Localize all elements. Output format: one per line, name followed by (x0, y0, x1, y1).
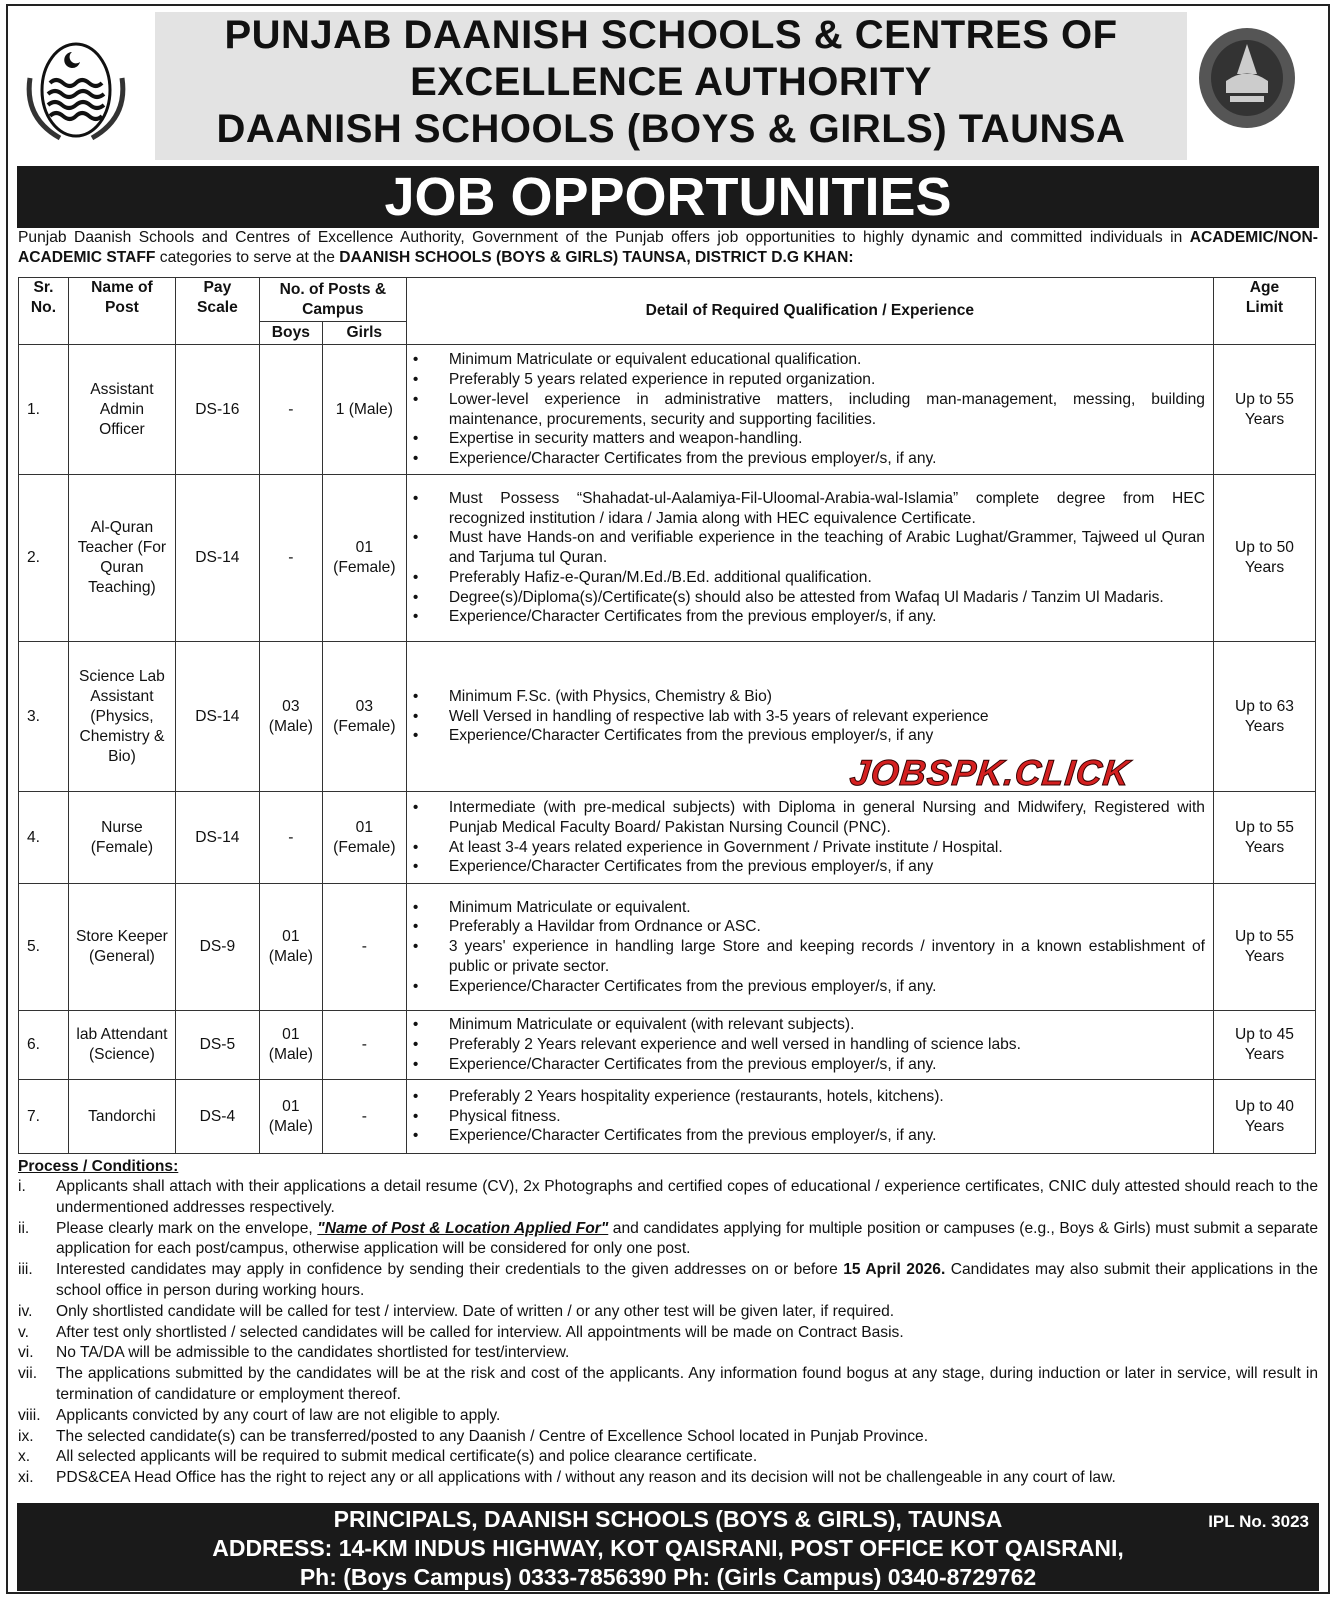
cell-details (406, 345, 1213, 475)
qualification-item: • Preferably Hafiz-e-Quran/M.Ed./B.Ed. additional qualification. (413, 568, 1205, 588)
condition-item (18, 1219, 1318, 1261)
qualification-item: • Experience/Character Certificates from the previous employer/s, if any. (413, 449, 1205, 469)
qualification-item: • Physical fitness. (413, 1107, 1205, 1127)
qualification-item: • Intermediate (with pre-medical subjects) with Diploma in general Nursing and Midwifery, Registered with Punjab Medical Faculty Board/ Pakistan Nursing Council (PNC). (413, 798, 1205, 838)
cell-details (406, 475, 1213, 642)
qualification-item: • Experience/Character Certificates from the previous employer/s, if any. (413, 977, 1205, 997)
cell-age: Up to 40 Years (1213, 1080, 1315, 1154)
qualification-item: • Preferably 5 years related experience in reputed organization. (413, 370, 1205, 390)
table-row (19, 884, 1316, 1011)
condition-text: Applicants shall attach with their applications a detail resume (CV), 2x Photographs and certified copes of educational / experience certificates, CNIC duly attested should reach to the undermentioned addresses respectively. (56, 1178, 1318, 1216)
condition-text: The applications submitted by the candidates will be at the risk and cost of the applicants. Any information found bogus at any stage, during induction or later in service, will result in termination of candidature or employment thereof. (56, 1365, 1318, 1403)
condition-body (56, 1302, 1318, 1323)
condition-item (18, 1260, 1318, 1302)
footer-contact-block (17, 1503, 1319, 1591)
qualification-item: • Minimum Matriculate or equivalent. (413, 898, 1205, 918)
cell-pay: DS-14 (175, 475, 259, 642)
cell-age: Up to 45 Years (1213, 1011, 1315, 1080)
condition-item (18, 1343, 1318, 1364)
header-line-3: DAANISH SCHOOLS (BOYS & GIRLS) TAUNSA (216, 107, 1126, 151)
qualification-item: • Experience/Character Certificates from the previous employer/s, if any (413, 726, 1205, 746)
condition-text: After test only shortlisted / selected candidates will be called for interview. All appointments will be made on Contract Basis. (56, 1323, 904, 1341)
cell-pay: DS-9 (175, 884, 259, 1011)
qualification-item: • Minimum F.Sc. (with Physics, Chemistry & Bio) (413, 687, 1205, 707)
header-sr: Sr. No. (19, 278, 69, 345)
cell-pay: DS-4 (175, 1080, 259, 1154)
daanish-authority-logo (1196, 26, 1298, 130)
cell-sr: 6. (19, 1011, 69, 1080)
condition-body (56, 1468, 1318, 1489)
cell-name: Tandorchi (68, 1080, 175, 1154)
table-row (19, 345, 1316, 475)
deadline-date: 15 April 2026. (843, 1261, 946, 1279)
condition-body (56, 1406, 1318, 1427)
cell-boys: - (259, 792, 322, 884)
cell-age: Up to 63 Years (1213, 642, 1315, 792)
header-posts: No. of Posts & Campus (259, 278, 406, 322)
cell-sr: 4. (19, 792, 69, 884)
condition-number: i. (18, 1178, 26, 1195)
intro-paragraph (18, 228, 1318, 268)
condition-number: vii. (18, 1365, 38, 1383)
condition-text: The selected candidate(s) can be transferred/posted to any Daanish / Centre of Excellence School located in Punjab Province. (56, 1427, 929, 1445)
qualification-item: • Preferably 2 Years relevant experience and well versed in handling of science labs. (413, 1035, 1205, 1055)
footer-address: ADDRESS: 14-KM INDUS HIGHWAY, KOT QAISRANI, POST OFFICE KOT QAISRANI, (212, 1535, 1124, 1561)
header-line-2: EXCELLENCE AUTHORITY (410, 60, 932, 104)
condition-text: Only shortlisted candidate will be called for test / interview. Date of written / or any other test will be given later, if required. (56, 1302, 895, 1320)
table-row (19, 475, 1316, 642)
condition-item (18, 1427, 1318, 1448)
condition-text: Interested candidates may apply in confidence by sending their credentials to the given addresses on or before (56, 1261, 844, 1279)
condition-item (18, 1406, 1318, 1427)
punjab-government-logo (20, 38, 132, 143)
jobs-table (18, 277, 1316, 1154)
condition-body (56, 1364, 1318, 1406)
table-row (19, 792, 1316, 884)
cell-age: Up to 55 Years (1213, 345, 1315, 475)
cell-age: Up to 55 Years (1213, 792, 1315, 884)
cell-girls: - (322, 1080, 406, 1154)
cell-girls: - (322, 1011, 406, 1080)
header-line-1: PUNJAB DAANISH SCHOOLS & CENTRES OF (224, 13, 1118, 57)
qualification-item: • Degree(s)/Diploma(s)/Certificate(s) should also be attested from Wafaq Ul Madaris / Tanzim Ul Madaris. (413, 588, 1205, 608)
condition-number: xi. (18, 1469, 34, 1487)
condition-text: All selected applicants will be required to submit medical certificate(s) and police clearance certificate. (56, 1448, 758, 1466)
header-boys: Boys (259, 322, 322, 345)
qualification-item: • Well Versed in handling of respective lab with 3-5 years of relevant experience (413, 707, 1205, 727)
qualification-item: • Expertise in security matters and weapon-handling. (413, 429, 1205, 449)
condition-number: v. (18, 1323, 29, 1341)
condition-number: vi. (18, 1344, 34, 1362)
cell-pay: DS-16 (175, 345, 259, 475)
header-detail: Detail of Required Qualification / Experience (406, 278, 1213, 345)
qualification-item: • Minimum Matriculate or equivalent educational qualification. (413, 350, 1205, 370)
cell-girls: - (322, 884, 406, 1011)
condition-text: Candidates may also submit their applications in the school office in person during working hours. (56, 1261, 1318, 1299)
cell-girls: 01 (Female) (322, 792, 406, 884)
condition-number: ii. (18, 1219, 30, 1237)
intro-location: DAANISH SCHOOLS (BOYS & GIRLS) TAUNSA, DISTRICT D.G KHAN: (339, 249, 854, 266)
table-row (19, 1011, 1316, 1080)
condition-number: iii. (18, 1261, 33, 1279)
header-girls: Girls (322, 322, 406, 345)
condition-text: Applicants convicted by any court of law are not eligible to apply. (56, 1406, 501, 1424)
qualification-item: • Must Possess “Shahadat-ul-Aalamiya-Fil-Uloomal-Arabia-wal-Islamia” complete degree from HEC recognized institution / idara / Jamia along with HEC equivalence Certificate. (413, 489, 1205, 529)
condition-number: iv. (18, 1302, 33, 1320)
watermark: JOBSPK.CLICK (847, 752, 1133, 793)
condition-body (56, 1219, 1318, 1261)
qualification-item: • Lower-level experience in administrative matters, including man-management, messing, building maintenance, procurements, security and supporting facilities. (413, 390, 1205, 430)
condition-number: x. (18, 1448, 31, 1466)
condition-item (18, 1323, 1318, 1344)
footer-phones: Ph: (Boys Campus) 0333-7856390 Ph: (Girls Campus) 0340-8729762 (299, 1564, 1037, 1590)
qualification-item: • Experience/Character Certificates from the previous employer/s, if any. (413, 1126, 1205, 1146)
condition-text: PDS&CEA Head Office has the right to reject any or all applications with / without any reason and its decision will not be challengeable in any court of law. (56, 1469, 1116, 1487)
qualification-item: • 3 years' experience in handling large Store and keeping records / inventory in a known establishment of public or private sector. (413, 937, 1205, 977)
job-opportunities-banner: JOB OPPORTUNITIES (17, 166, 1319, 228)
condition-body (56, 1427, 1318, 1448)
condition-body (56, 1323, 1318, 1344)
qualification-item: • Experience/Character Certificates from the previous employer/s, if any (413, 857, 1205, 877)
cell-boys: - (259, 475, 322, 642)
table-row (19, 1080, 1316, 1154)
condition-item (18, 1447, 1318, 1468)
header-age: Age Limit (1213, 278, 1315, 345)
condition-item (18, 1177, 1318, 1219)
qualification-item: • Experience/Character Certificates from the previous employer/s, if any. (413, 607, 1205, 627)
cell-sr: 5. (19, 884, 69, 1011)
qualification-item: • Experience/Character Certificates from the previous employer/s, if any. (413, 1055, 1205, 1075)
cell-name: Al-Quran Teacher (For Quran Teaching) (68, 475, 175, 642)
cell-age: Up to 55 Years (1213, 884, 1315, 1011)
cell-boys: 01 (Male) (259, 1080, 322, 1154)
intro-categories: ACADEMIC/NON-ACADEMIC STAFF (18, 229, 1318, 266)
qualification-item: • Must have Hands-on and verifiable experience in the teaching of Arabic Lughat/Grammer, Tajweed ul Quran and Tarjuma tul Quran. (413, 528, 1205, 568)
cell-name: lab Attendant (Science) (68, 1011, 175, 1080)
qualification-item: • Preferably 2 Years hospitality experience (restaurants, hotels, kitchens). (413, 1087, 1205, 1107)
condition-text: and candidates applying for multiple position or campuses (e.g., Boys & Girls) must submit a separate application for each post/campus, otherwise application will be considered for only one post. (56, 1219, 1318, 1258)
condition-body (56, 1343, 1318, 1364)
header-pay: Pay Scale (175, 278, 259, 345)
condition-number: viii. (18, 1406, 41, 1424)
cell-boys: - (259, 345, 322, 475)
condition-body (56, 1260, 1318, 1302)
cell-name: Assistant Admin Officer (68, 345, 175, 475)
cell-sr: 7. (19, 1080, 69, 1154)
header-name: Name of Post (68, 278, 175, 345)
header-title-block (155, 12, 1187, 160)
qualification-item: • Minimum Matriculate or equivalent (with relevant subjects). (413, 1015, 1205, 1035)
cell-age: Up to 50 Years (1213, 475, 1315, 642)
cell-details (406, 1011, 1213, 1080)
condition-text: Please clearly mark on the envelope, (56, 1219, 318, 1237)
cell-sr: 3. (19, 642, 69, 792)
conditions-section (18, 1157, 1318, 1489)
cell-details (406, 884, 1213, 1011)
cell-name: Store Keeper (General) (68, 884, 175, 1011)
envelope-mark: "Name of Post & Location Applied For" (317, 1219, 609, 1237)
cell-boys: 03 (Male) (259, 642, 322, 792)
conditions-title: Process / Conditions: (18, 1158, 179, 1175)
cell-pay: DS-5 (175, 1011, 259, 1080)
condition-body (56, 1177, 1318, 1219)
cell-pay: DS-14 (175, 642, 259, 792)
condition-number: ix. (18, 1427, 34, 1445)
condition-body (56, 1447, 1318, 1468)
cell-pay: DS-14 (175, 792, 259, 884)
condition-item (18, 1302, 1318, 1323)
cell-sr: 1. (19, 345, 69, 475)
cell-details (406, 1080, 1213, 1154)
ipl-number: IPL No. 3023 (1208, 1512, 1309, 1531)
cell-details (406, 792, 1213, 884)
qualification-item: • At least 3-4 years related experience in Government / Private institute / Hospital. (413, 838, 1205, 858)
cell-sr: 2. (19, 475, 69, 642)
condition-item (18, 1468, 1318, 1489)
cell-boys: 01 (Male) (259, 1011, 322, 1080)
qualification-item: • Preferably a Havildar from Ordnance or ASC. (413, 917, 1205, 937)
cell-name: Nurse (Female) (68, 792, 175, 884)
footer-principals: PRINCIPALS, DAANISH SCHOOLS (BOYS & GIRLS), TAUNSA (333, 1506, 1003, 1532)
intro-text: categories to serve at the (155, 249, 340, 266)
cell-name: Science Lab Assistant (Physics, Chemistry & Bio) (68, 642, 175, 792)
condition-text: No TA/DA will be admissible to the candidates shortlisted for test/interview. (56, 1344, 570, 1362)
cell-girls: 01 (Female) (322, 475, 406, 642)
cell-boys: 01 (Male) (259, 884, 322, 1011)
intro-text: Punjab Daanish Schools and Centres of Excellence Authority, Government of the Punjab offers job opportunities to highly dynamic and committed individuals in (18, 229, 1190, 246)
cell-girls: 03 (Female) (322, 642, 406, 792)
condition-item (18, 1364, 1318, 1406)
cell-girls: 1 (Male) (322, 345, 406, 475)
